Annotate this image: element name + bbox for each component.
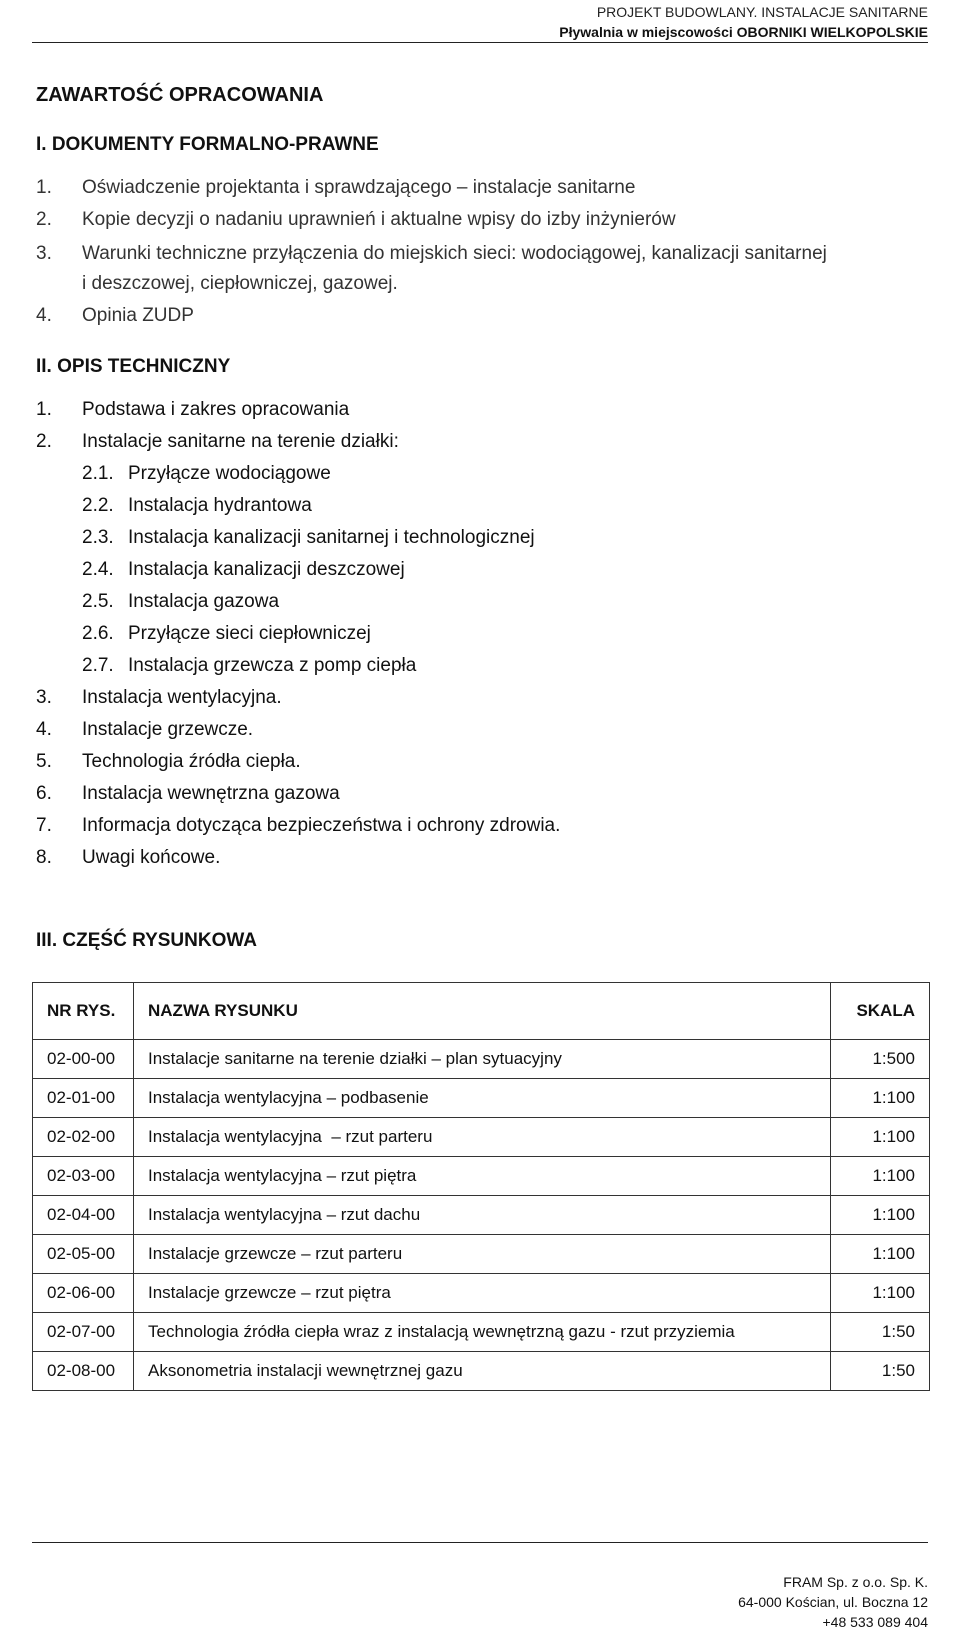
table-row <box>33 1352 930 1391</box>
list-item: 8. Uwagi końcowe. <box>36 847 221 868</box>
sub-list-item: 2.1. Przyłącze wodociągowe <box>82 463 331 484</box>
sub-list-item: 2.4. Instalacja kanalizacji deszczowej <box>82 559 405 580</box>
drawing-number: 02-04-00 <box>33 1196 134 1235</box>
drawing-scale: 1:100 <box>830 1157 929 1196</box>
section-heading-technical: II. OPIS TECHNICZNY <box>36 356 231 377</box>
sub-list-item: 2.5. Instalacja gazowa <box>82 591 280 612</box>
header-object-line: Pływalnia w miejscowości OBORNIKI WIELKOPOLSKIE <box>559 24 928 40</box>
list-item: 1. Oświadczenie projektanta i sprawdzającego – instalacje sanitarne <box>36 177 636 198</box>
list-item: 6. Instalacja wewnętrzna gazowa <box>36 783 340 804</box>
table-row <box>33 1274 930 1313</box>
drawing-name: Instalacje grzewcze – rzut parteru <box>134 1235 831 1274</box>
drawing-number: 02-03-00 <box>33 1157 134 1196</box>
drawing-name: Instalacja wentylacyjna – rzut dachu <box>134 1196 831 1235</box>
drawing-name: Aksonometria instalacji wewnętrznej gazu <box>134 1352 831 1391</box>
table-row <box>33 1118 930 1157</box>
drawing-scale: 1:100 <box>830 1196 929 1235</box>
list-item: 4. Instalacje grzewcze. <box>36 719 254 740</box>
table-row <box>33 1196 930 1235</box>
drawing-number: 02-06-00 <box>33 1274 134 1313</box>
list-item: 7. Informacja dotycząca bezpieczeństwa i ochrony zdrowia. <box>36 815 561 836</box>
list-item: 3. Warunki techniczne przyłączenia do miejskich sieci: wodociągowej, kanalizacji sanitarnej <box>36 243 827 264</box>
list-item: 3. Instalacja wentylacyjna. <box>36 687 282 708</box>
list-item: 2. Instalacje sanitarne na terenie działki: <box>36 431 399 452</box>
table-row <box>33 1313 930 1352</box>
drawing-scale: 1:100 <box>830 1235 929 1274</box>
drawing-name: Technologia źródła ciepła wraz z instalacją wewnętrzną gazu - rzut przyziemia <box>134 1313 831 1352</box>
table-row <box>33 1235 930 1274</box>
sub-list-item: 2.2. Instalacja hydrantowa <box>82 495 312 516</box>
list-item: 4. Opinia ZUDP <box>36 305 194 326</box>
page-header <box>559 2 928 42</box>
sub-list-item: 2.6. Przyłącze sieci ciepłowniczej <box>82 623 371 644</box>
column-header-name: NAZWA RYSUNKU <box>134 983 831 1040</box>
table-row <box>33 1079 930 1118</box>
drawing-name: Instalacja wentylacyjna – podbasenie <box>134 1079 831 1118</box>
page-title: ZAWARTOŚĆ OPRACOWANIA <box>36 84 324 106</box>
footer-phone: +48 533 089 404 <box>822 1614 928 1630</box>
drawing-number: 02-02-00 <box>33 1118 134 1157</box>
drawing-scale: 1:50 <box>830 1352 929 1391</box>
drawing-number: 02-01-00 <box>33 1079 134 1118</box>
drawing-number: 02-00-00 <box>33 1040 134 1079</box>
table-header-row <box>33 983 930 1040</box>
section-heading-drawings: III. CZĘŚĆ RYSUNKOWA <box>36 930 257 951</box>
drawing-scale: 1:100 <box>830 1118 929 1157</box>
drawing-scale: 1:100 <box>830 1079 929 1118</box>
sub-list-item: 2.3. Instalacja kanalizacji sanitarnej i technologicznej <box>82 527 535 548</box>
section-heading-formal: I. DOKUMENTY FORMALNO-PRAWNE <box>36 134 379 155</box>
drawing-name: Instalacja wentylacyjna – rzut parteru <box>134 1118 831 1157</box>
footer-company: FRAM Sp. z o.o. Sp. K. <box>783 1574 928 1590</box>
header-project-line: PROJEKT BUDOWLANY. INSTALACJE SANITARNE <box>596 4 928 20</box>
column-header-number: NR RYS. <box>33 983 134 1040</box>
footer-divider <box>32 1542 928 1543</box>
table-row <box>33 1157 930 1196</box>
page-footer <box>738 1572 928 1632</box>
list-item: 1. Podstawa i zakres opracowania <box>36 399 350 420</box>
sub-list-item: 2.7. Instalacja grzewcza z pomp ciepła <box>82 655 417 676</box>
drawing-name: Instalacje grzewcze – rzut piętra <box>134 1274 831 1313</box>
drawings-table <box>32 982 930 1391</box>
footer-address: 64-000 Kościan, ul. Boczna 12 <box>738 1594 928 1610</box>
drawing-number: 02-08-00 <box>33 1352 134 1391</box>
drawing-scale: 1:500 <box>830 1040 929 1079</box>
list-item: 5. Technologia źródła ciepła. <box>36 751 301 772</box>
list-item-continuation: i deszczowej, ciepłowniczej, gazowej. <box>82 273 398 294</box>
drawing-number: 02-07-00 <box>33 1313 134 1352</box>
drawing-number: 02-05-00 <box>33 1235 134 1274</box>
header-divider <box>32 42 928 43</box>
list-item: 2. Kopie decyzji o nadaniu uprawnień i aktualne wpisy do izby inżynierów <box>36 209 676 230</box>
table-row <box>33 1040 930 1079</box>
drawing-scale: 1:100 <box>830 1274 929 1313</box>
drawing-name: Instalacje sanitarne na terenie działki – plan sytuacyjny <box>134 1040 831 1079</box>
drawing-name: Instalacja wentylacyjna – rzut piętra <box>134 1157 831 1196</box>
column-header-scale: SKALA <box>830 983 929 1040</box>
drawing-scale: 1:50 <box>830 1313 929 1352</box>
